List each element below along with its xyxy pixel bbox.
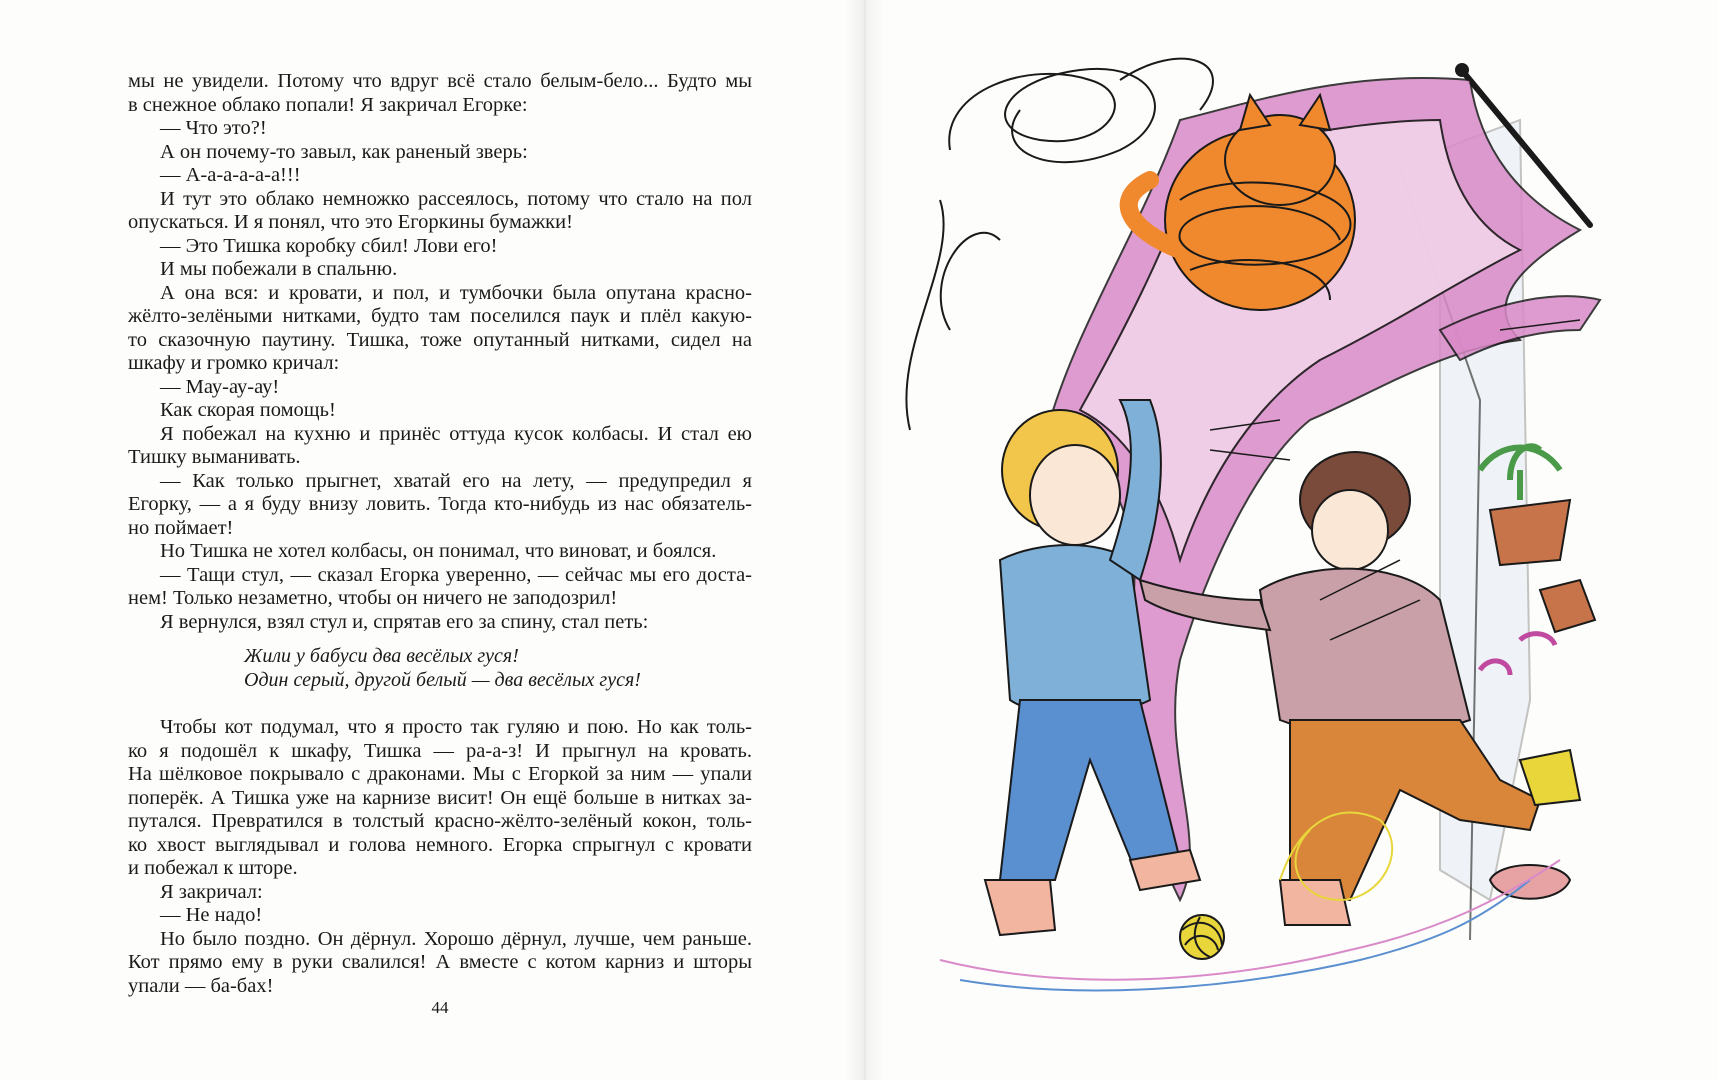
- text-line: И тут это облако немножко рассеялось, потому что стало на пол: [160, 187, 752, 210]
- text-line: А он почему-то завыл, как раненый зверь:: [160, 140, 528, 163]
- text-line: ко хвост выглядывал и голова немного. Егорка спрыгнул с кровати: [128, 833, 752, 856]
- text-line: и побежал к шторе.: [128, 857, 298, 879]
- text-line: мы не увидели. Потому что вдруг всё стало белым-бело... Будто мы: [128, 70, 752, 92]
- boy1-slipper: [985, 880, 1055, 935]
- page-number: 44: [431, 998, 449, 1017]
- text-line: Я вернулся, взял стул и, спрятав его за спину, стал петь:: [160, 610, 649, 633]
- text-line: ко я подошёл к шкафу, Тишка — ра-а-з! И прыгнул на кровать.: [128, 739, 752, 762]
- curtain-rod-end: [1456, 64, 1468, 76]
- text-line: — Как только прыгнет, хватай его на лету, — предупредил я: [160, 469, 752, 492]
- illustration: [880, 0, 1717, 1080]
- boy2-plaid-shirt: [1260, 569, 1470, 735]
- left-page: [0, 0, 850, 1080]
- text-line: На шёлковое покрывало с драконами. Мы с Егоркой за ним — упали: [128, 763, 752, 785]
- text-line: — Тащи стул, — сказал Егорка уверенно, — сейчас мы его доста-: [160, 563, 752, 586]
- text-line: но поймает!: [128, 516, 234, 539]
- book-gutter: [845, 0, 885, 1080]
- text-line: Но Тишка не хотел колбасы, он понимал, что виноват, и боялся.: [160, 540, 717, 562]
- text-line: упали — ба-бах!: [128, 974, 274, 997]
- text-line: Тишку выманивать.: [128, 446, 301, 468]
- poem-line: Жили у бабуси два весёлых гуся!: [244, 645, 519, 667]
- text-line: то сказочную паутину. Тишка, тоже опутанный нитками, сидел на: [128, 328, 752, 351]
- poem: [244, 644, 752, 692]
- text-line: путался. Превратился в толстый красно-жёлто-зелёный кокон, толь-: [128, 810, 752, 832]
- story-text: [128, 70, 752, 998]
- fallen-pot: [1540, 580, 1595, 632]
- text-line: — Мау-ау-ау!: [160, 375, 280, 398]
- text-line: — Что это?!: [160, 117, 267, 139]
- text-line: — Не надо!: [160, 904, 263, 926]
- text-line: — А-а-а-а-а-а!!!: [160, 164, 301, 186]
- text-line: нем! Только незаметно, чтобы он ничего не заподозрил!: [128, 587, 618, 609]
- text-line: Чтобы кот подумал, что я просто так гуляю и пою. Но как толь-: [160, 716, 752, 738]
- text-line: Я закричал:: [160, 880, 263, 903]
- boy2-slipper: [1280, 880, 1350, 925]
- text-line: опускаться. И я понял, что это Егоркины бумажки!: [128, 211, 573, 233]
- right-page: [880, 0, 1717, 1080]
- text-line: шкафу и громко кричал:: [128, 352, 340, 374]
- fluffy-slipper: [1490, 865, 1570, 899]
- text-line: жёлто-зелёными нитками, будто там поселился паук и плёл какую-: [128, 305, 752, 327]
- text-line: А она вся: и кровати, и пол, и тумбочки была опутана красно-: [160, 281, 752, 304]
- text-line: Кот прямо ему в руки свалился! А вместе с котом карниз и шторы: [128, 951, 752, 973]
- text-line: Как скорая помощь!: [160, 399, 336, 421]
- text-line: Но было поздно. Он дёрнул. Хорошо дёрнул, лучше, чем раньше.: [160, 927, 752, 950]
- text-line: в снежное облако попали! Я закричал Егорке:: [128, 93, 528, 116]
- text-line: поперёк. А Тишка уже на карнизе висит! Он ещё больше в нитках за-: [128, 786, 752, 809]
- boy1-face: [1030, 445, 1120, 545]
- text-line: Егорку, — а я буду внизу ловить. Тогда кто-нибудь из нас обязатель-: [128, 493, 752, 515]
- text-line: Я побежал на кухню и принёс оттуда кусок колбасы. И стал ею: [160, 422, 752, 445]
- text-lines-top: [128, 70, 752, 634]
- text-line: — Это Тишка коробку сбил! Лови его!: [160, 234, 498, 257]
- poem-line: Один серый, другой белый — два весёлых гуся!: [244, 669, 641, 691]
- boy2-face: [1312, 490, 1388, 570]
- plant-pot: [1490, 500, 1570, 565]
- text-line: И мы побежали в спальню.: [160, 258, 398, 280]
- text-lines-bottom: [128, 716, 752, 998]
